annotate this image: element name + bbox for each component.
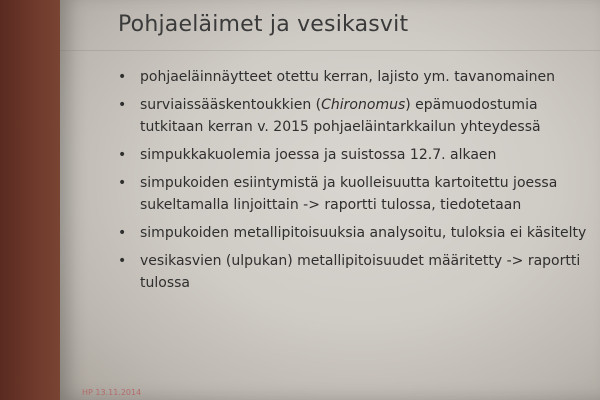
slide-footer: HP 13.11.2014 (82, 388, 142, 397)
bullet-text: vesikasvien (ulpukan) metallipitoisuudet määritetty -> raportti tulossa (140, 253, 581, 291)
bullet-item-2 (118, 94, 596, 138)
bullet-list (118, 66, 596, 300)
title-divider (60, 50, 600, 51)
bullet-text: simpukoiden metallipitoisuuksia analysoitu, tuloksia ei käsitelty (140, 225, 587, 241)
bullet-icon: • (118, 225, 127, 241)
italic-genus: Chironomus (321, 97, 406, 113)
bullet-icon: • (118, 97, 127, 113)
bullet-text (140, 97, 541, 135)
bullet-item-4 (118, 172, 596, 216)
bullet-item-3 (118, 144, 596, 166)
bullet-item-5 (118, 222, 596, 244)
bullet-item-1 (118, 66, 596, 88)
bullet-icon: • (118, 69, 127, 85)
bullet-text-part: surviaissääskentoukkien ( (140, 97, 322, 113)
bullet-text-part: ) epämuodostumia tutkitaan kerran v. 2015 pohjaeläintarkkailun yhteydessä (140, 97, 541, 135)
bullet-icon: • (118, 147, 127, 163)
bullet-icon: • (118, 175, 127, 191)
bullet-text: pohjaeläinnäytteet otettu kerran, lajisto ym. tavanomainen (140, 69, 556, 85)
bullet-text: simpukoiden esiintymistä ja kuolleisuutta kartoitettu joessa sukeltamalla linjoittain -> raportti tulossa, tiedotetaan (140, 175, 558, 213)
bullet-text: simpukkakuolemia joessa ja suistossa 12.7. alkaen (140, 147, 497, 163)
bullet-icon: • (118, 253, 127, 269)
slide-title: Pohjaeläimet ja vesikasvit (118, 12, 409, 37)
bullet-item-6 (118, 250, 596, 294)
